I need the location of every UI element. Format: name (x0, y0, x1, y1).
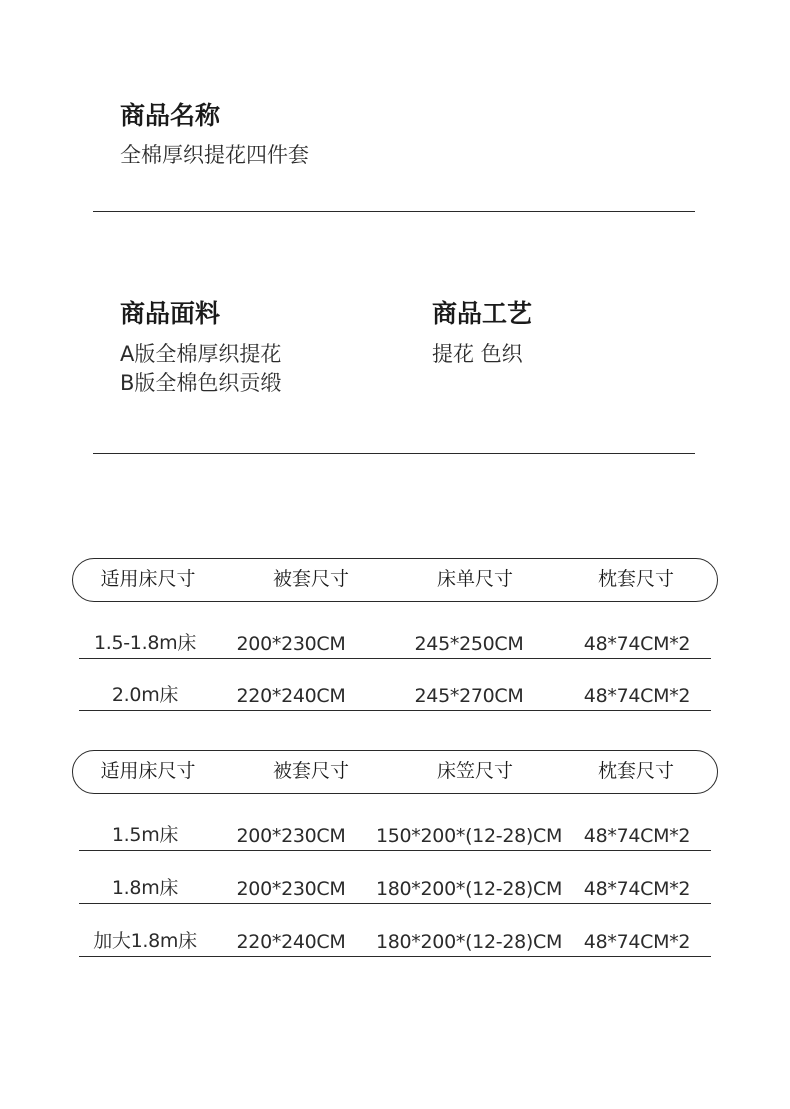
cell-sheet-size: 245*250CM (414, 633, 524, 655)
cell-duvet-size: 200*230CM (236, 633, 346, 655)
craft-heading: 商品工艺 (432, 299, 533, 328)
cell-pillowcase-size: 48*74CM*2 (583, 878, 691, 900)
product-name-value: 全棉厚织提花四件套 (120, 143, 309, 167)
header-fitted-sheet-size: 床笠尺寸 (436, 760, 513, 782)
header-bed-size: 适用床尺寸 (100, 760, 196, 782)
cell-bed-size: 1.5-1.8m床 (93, 632, 197, 654)
header-pillowcase-size: 枕套尺寸 (597, 760, 674, 782)
divider (93, 211, 695, 212)
table1-header (72, 558, 718, 602)
cell-duvet-size: 220*240CM (236, 685, 346, 707)
header-bed-size: 适用床尺寸 (100, 568, 196, 590)
cell-duvet-size: 220*240CM (236, 931, 346, 953)
craft-value: 提花 色织 (432, 342, 523, 366)
cell-pillowcase-size: 48*74CM*2 (583, 825, 691, 847)
fabric-line-b: B版全棉色织贡缎 (120, 371, 282, 395)
cell-bed-size: 1.8m床 (111, 877, 179, 899)
fabric-line-a: A版全棉厚织提花 (120, 342, 282, 366)
fabric-heading: 商品面料 (120, 299, 221, 328)
header-sheet-size: 床单尺寸 (436, 568, 513, 590)
cell-pillowcase-size: 48*74CM*2 (583, 633, 691, 655)
cell-bed-size: 加大1.8m床 (93, 930, 197, 952)
header-duvet-size: 被套尺寸 (272, 568, 349, 590)
cell-sheet-size: 245*270CM (414, 685, 524, 707)
cell-fitted-sheet-size: 180*200*(12-28)CM (375, 878, 563, 900)
table-row (79, 811, 711, 851)
header-duvet-size: 被套尺寸 (272, 760, 349, 782)
cell-pillowcase-size: 48*74CM*2 (583, 685, 691, 707)
divider (93, 453, 695, 454)
cell-fitted-sheet-size: 180*200*(12-28)CM (375, 931, 563, 953)
cell-fitted-sheet-size: 150*200*(12-28)CM (375, 825, 563, 847)
table-row (79, 864, 711, 904)
cell-duvet-size: 200*230CM (236, 878, 346, 900)
table-row (79, 917, 711, 957)
table2-header (72, 750, 718, 794)
cell-bed-size: 2.0m床 (111, 684, 179, 706)
cell-bed-size: 1.5m床 (111, 824, 179, 846)
product-name-heading: 商品名称 (120, 101, 221, 130)
cell-pillowcase-size: 48*74CM*2 (583, 931, 691, 953)
table-row (79, 671, 711, 711)
table-row (79, 619, 711, 659)
header-pillowcase-size: 枕套尺寸 (597, 568, 674, 590)
cell-duvet-size: 200*230CM (236, 825, 346, 847)
